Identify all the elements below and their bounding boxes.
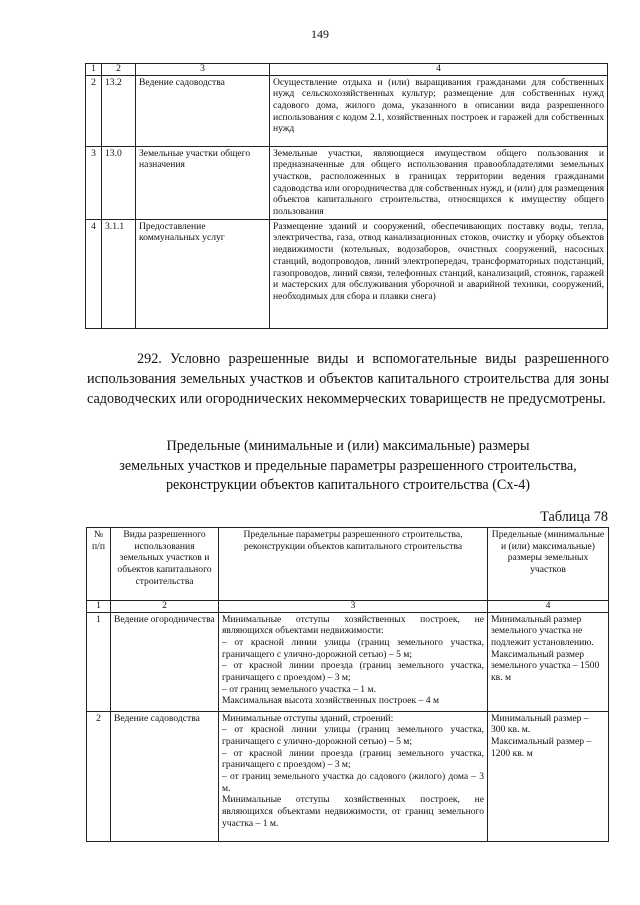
col-number: 4: [488, 601, 609, 613]
row-name: Ведение садоводства: [136, 75, 270, 146]
col-number: 3: [219, 601, 488, 613]
param-line: Максимальная высота хозяйственных построек – 4 м: [222, 695, 440, 707]
col-number: 2: [102, 64, 136, 76]
row-number: 2: [86, 75, 102, 146]
table-row: [86, 146, 608, 219]
row-number: 2: [87, 711, 111, 841]
row-code: 13.0: [102, 146, 136, 219]
page-number: 149: [311, 27, 329, 41]
land-use-types-table: [85, 63, 608, 329]
param-line: – от красной линии улицы (границ земельного участка, граничащего с улично-дорожной сетью) – 5 м;: [222, 724, 484, 747]
row-type: Ведение огородничества: [111, 612, 219, 711]
header-cell: Виды разрешенного использования земельных участков и объектов капитального строительства: [111, 528, 219, 601]
size-line: Максимальный размер – 1200 кв. м: [491, 735, 592, 759]
table-header-row: [87, 528, 609, 601]
param-line: – от красной линии проезда (границ земельного участка, граничащего с проездом) – 3 м;: [222, 747, 484, 771]
row-description: Осуществление отдыха и (или) выращивания гражданами для собственных нужд сельскохозяйственных культур; размещение для собственных нужд садового дома, жилого дома, указанного в описании вида разрешенного использования с кодом 2.1, хозяйственных построек и гаражей для собственных нужд: [270, 75, 608, 146]
paragraph-292: 292. Условно разрешенные виды и вспомогательные виды разрешенного использования земельных участков и объектов капитального строительства для зоны садоводческих или огороднических некоммерческих товариществ не предусмотрены.: [87, 351, 609, 407]
row-number: 1: [87, 612, 111, 711]
table-row: [86, 75, 608, 146]
row-description: Размещение зданий и сооружений, обеспечивающих поставку воды, тепла, электричества, газа, отвод канализационных стоков, очистку и уборку объектов недвижимости (котельных, водозаборов, очистных сооружений, насосных станций, водопроводов, линий электропередач, трансформаторных подстанций, газопроводов, линий связи, телефонных станций, канализаций, стоянок, гаражей и мастерских для обслуживания уборочной и аварийной техники, сооружений, необходимых для сбора и плавки снега): [270, 219, 608, 328]
table-caption: Таблица 78: [540, 509, 608, 525]
header-cell: Предельные параметры разрешенного строительства, реконструкции объектов капитального строительства: [219, 528, 488, 601]
col-number: 1: [86, 64, 102, 76]
size-line: Минимальный размер земельного участка не подлежит установлению.: [491, 613, 594, 648]
heading-line: Предельные (минимальные и (или) максимальные) размеры: [166, 438, 530, 454]
table-row: [86, 219, 608, 328]
table-column-numbers: [87, 601, 609, 613]
col-number: 3: [136, 64, 270, 76]
section-heading: [87, 437, 609, 496]
table-row: [87, 711, 609, 841]
row-code: 3.1.1: [102, 219, 136, 328]
row-sizes: [488, 711, 609, 841]
limits-table: [86, 527, 609, 842]
col-number: 2: [111, 601, 219, 613]
row-number: 3: [86, 146, 102, 219]
param-line: Минимальные отступы хозяйственных построек, не являющихся объектами недвижимости, от границ земельного участка – 1 м.: [222, 794, 484, 829]
heading-line: реконструкции объектов капитального строительства (Сх-4): [165, 477, 531, 493]
row-name: Предоставление коммунальных услуг: [136, 219, 270, 328]
row-description: Земельные участки, являющиеся имуществом общего пользования и предназначенные для общего использования правообладателями земельных участков, расположенных в границах территории ведения гражданами садоводства или огородничества для собственных нужд, и (или) для размещения объектов капитального строительства, относящихся к имуществу общего пользования: [270, 146, 608, 219]
param-line: Минимальные отступы зданий, строений:: [222, 712, 394, 724]
param-line: – от границ земельного участка – 1 м.: [222, 683, 376, 695]
row-params: [219, 711, 488, 841]
table-column-numbers: [86, 64, 608, 76]
col-number: 1: [87, 601, 111, 613]
row-sizes: [488, 612, 609, 711]
heading-line: земельных участков и предельные параметры разрешенного строительства,: [119, 457, 577, 474]
row-type: Ведение садоводства: [111, 711, 219, 841]
size-line: Минимальный размер – 300 кв. м.: [491, 712, 589, 736]
header-cell: № п/п: [87, 528, 111, 601]
param-line: – от границ земельного участка до садового (жилого) дома – 3 м.: [222, 771, 484, 794]
table-row: [87, 612, 609, 711]
row-params: [219, 612, 488, 711]
row-name: Земельные участки общего назначения: [136, 146, 270, 219]
param-line: – от красной линии проезда (границ земельного участка, граничащего с проездом) – 3 м;: [222, 660, 484, 684]
param-line: – от красной линии улицы (границ земельного участка, граничащего с улично-дорожной сетью) – 5 м;: [222, 636, 484, 660]
header-cell: Предельные (минимальные и (или) максимальные) размеры земельных участков: [488, 528, 609, 601]
param-line: Минимальные отступы хозяйственных построек, не являющихся объектами недвижимости:: [222, 613, 484, 637]
col-number: 4: [270, 64, 608, 76]
row-number: 4: [86, 219, 102, 328]
row-code: 13.2: [102, 75, 136, 146]
size-line: Максимальный размер земельного участка – 1500 кв. м: [491, 648, 600, 684]
